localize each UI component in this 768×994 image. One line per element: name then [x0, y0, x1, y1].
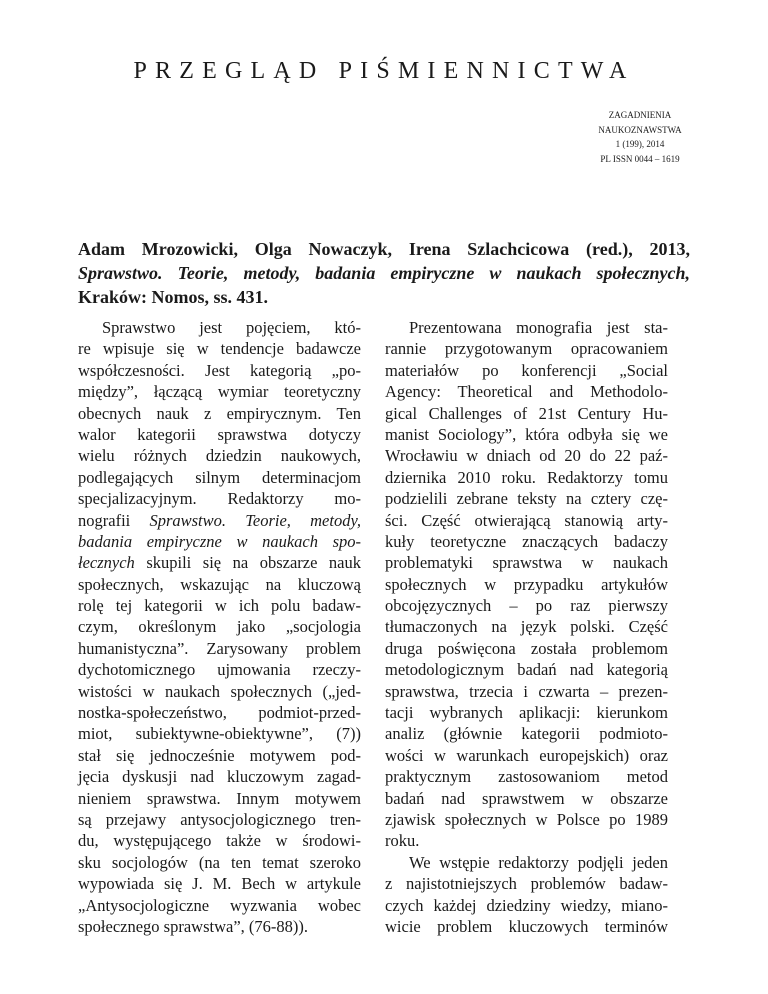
paragraph-line: analiz (głównie kategorii podmioto-	[385, 724, 668, 744]
paragraph-line: badania empiryczne w naukach spo-	[78, 531, 361, 551]
paragraph-line: obcojęzycznych – po raz pierwszy	[385, 596, 668, 616]
paragraph-line: nieniem sprawstwa. Innym motywem	[78, 788, 361, 808]
paragraph-line: materiałów po konferencji „Social	[385, 360, 668, 380]
book-citation	[78, 237, 690, 309]
paragraph-line: rannie przygotowanym opracowaniem	[385, 339, 668, 359]
journal-name-line-2: NAUKOZNAWSTWA	[598, 124, 682, 135]
paragraph-line: zjawisk społecznych w Polsce po 1989	[385, 809, 668, 829]
paragraph-line: społecznego sprawstwa”, (76-88)).	[78, 916, 309, 936]
paragraph-line: du, występującego także w środowi-	[78, 831, 361, 851]
section-title: PRZEGLĄD PIŚMIENNICTWA	[133, 58, 635, 84]
paragraph-line: są przejawy antysocjologicznego tren-	[78, 809, 361, 829]
paragraph-line: społecznych w przypadku artykułów	[385, 574, 668, 594]
paragraph-line: wielu różnych dziedzin naukowych,	[78, 446, 361, 466]
paragraph-line: „Antysocjologiczne wyzwania wobec	[78, 895, 361, 915]
paragraph-line: We wstępie redaktorzy podjęli jeden	[409, 852, 668, 872]
paragraph-line: kuły teoretyczne znaczących badaczy	[385, 531, 668, 551]
paragraph-line: nografii Sprawstwo. Teorie, metody,	[78, 510, 361, 530]
paragraph-line: dychotomicznego ujmowania rzeczy-	[78, 660, 361, 680]
journal-issue: 1 (199), 2014	[615, 139, 665, 149]
paragraph-line: podlegających silnym determinacjom	[78, 467, 361, 487]
paragraph-line: humanistyczna”. Zarysowany problem	[78, 638, 361, 658]
paragraph-line: z najistotniejszych problemów badaw-	[385, 874, 668, 894]
paragraph-line: obecnych nauk z empirycznym. Ten	[78, 403, 361, 423]
left-column	[78, 317, 361, 937]
paragraph-line: gical Challenges of 21st Century Hu-	[385, 403, 668, 423]
paragraph-line: czym, określonym jako „socjologia	[78, 617, 361, 637]
paragraph-line: Prezentowana monografia jest sta-	[409, 318, 668, 337]
paragraph-line: rolę tej kategorii w ich polu badaw-	[78, 596, 361, 616]
paragraph-line: miot, subiektywne-obiektywne”, (7))	[78, 724, 361, 744]
paragraph-line: Agency: Theoretical and Methodolo-	[385, 382, 668, 402]
journal-meta	[565, 108, 715, 166]
paragraph-line: Sprawstwo jest pojęciem, któ-	[102, 318, 361, 337]
paragraph-line: społecznych, wskazując na kluczową	[78, 574, 361, 594]
paragraph-line: współczesności. Jest kategorią „po-	[78, 360, 361, 380]
paragraph-line: między”, łączącą wymiar teoretyczny	[78, 382, 361, 402]
paragraph-line: roku.	[385, 831, 420, 851]
paragraph-line: wistości w naukach społecznych („jed-	[78, 681, 361, 701]
paragraph-line: re wpisuje się w tendencje badawcze	[78, 339, 361, 359]
paragraph-line: tacji wybranych aplikacji: kierunkom	[385, 703, 668, 723]
citation-publisher: Kraków: Nomos, ss. 431.	[78, 287, 269, 307]
citation-book-title: Sprawstwo. Teorie, metody, badania empiryczne w naukach społecznych,	[78, 263, 690, 283]
paragraph-line: druga poświęcona została problemom	[385, 638, 668, 658]
journal-issn: PL ISSN 0044 – 1619	[600, 153, 680, 164]
paragraph-line: wości w warunkach europejskich) oraz	[385, 745, 668, 765]
paragraph-line: stał się jednocześnie motywem pod-	[78, 745, 361, 765]
paragraph-line: problematyki sprawstwa w naukach	[385, 553, 668, 573]
paragraph-line: tłumaczonych na język polski. Część	[385, 617, 668, 637]
paragraph-line: nostka-społeczeństwo, podmiot-przed-	[78, 703, 361, 723]
paragraph-line: czych każdej dziedziny wiedzy, miano-	[385, 895, 668, 915]
paragraph-line: praktycznym zastosowaniom metod	[385, 767, 668, 787]
paragraph-line: łecznych skupili się na obszarze nauk	[78, 553, 361, 573]
paragraph-line: badań nad sprawstwem w obszarze	[385, 788, 668, 808]
paragraph-line: metodologicznym badań nad kategorią	[385, 660, 668, 680]
paragraph-line: sku socjologów (na ten temat szeroko	[78, 852, 361, 872]
paragraph-line: wicie problem kluczowych terminów	[385, 916, 668, 936]
paragraph-line: jęcia dyskusji nad kluczowym zagad-	[78, 767, 361, 787]
paragraph-line: walor kategorii sprawstwa dotyczy	[78, 424, 361, 444]
paragraph-line: sprawstwa, trzecia i czwarta – prezen-	[385, 681, 668, 701]
right-column	[385, 317, 668, 937]
paragraph-line: dziernika 2010 roku. Redaktorzy tomu	[385, 467, 668, 487]
journal-name-line-1: ZAGADNIENIA	[608, 110, 672, 120]
paragraph-line: wypowiada się J. M. Bech w artykule	[78, 874, 361, 894]
citation-authors: Adam Mrozowicki, Olga Nowaczyk, Irena Szlachcicowa (red.), 2013,	[78, 239, 690, 259]
paragraph-line: Wrocławiu w dniach od 20 do 22 paź-	[385, 446, 668, 466]
paragraph-line: podzielili zebrane teksty na cztery czę-	[385, 489, 668, 509]
paragraph-line: specjalizacyjnym. Redaktorzy mo-	[78, 489, 361, 509]
paragraph-line: ści. Część otwierającą stanowią arty-	[385, 510, 668, 530]
paragraph-line: manist Sociology”, która odbyła się we	[385, 424, 668, 444]
